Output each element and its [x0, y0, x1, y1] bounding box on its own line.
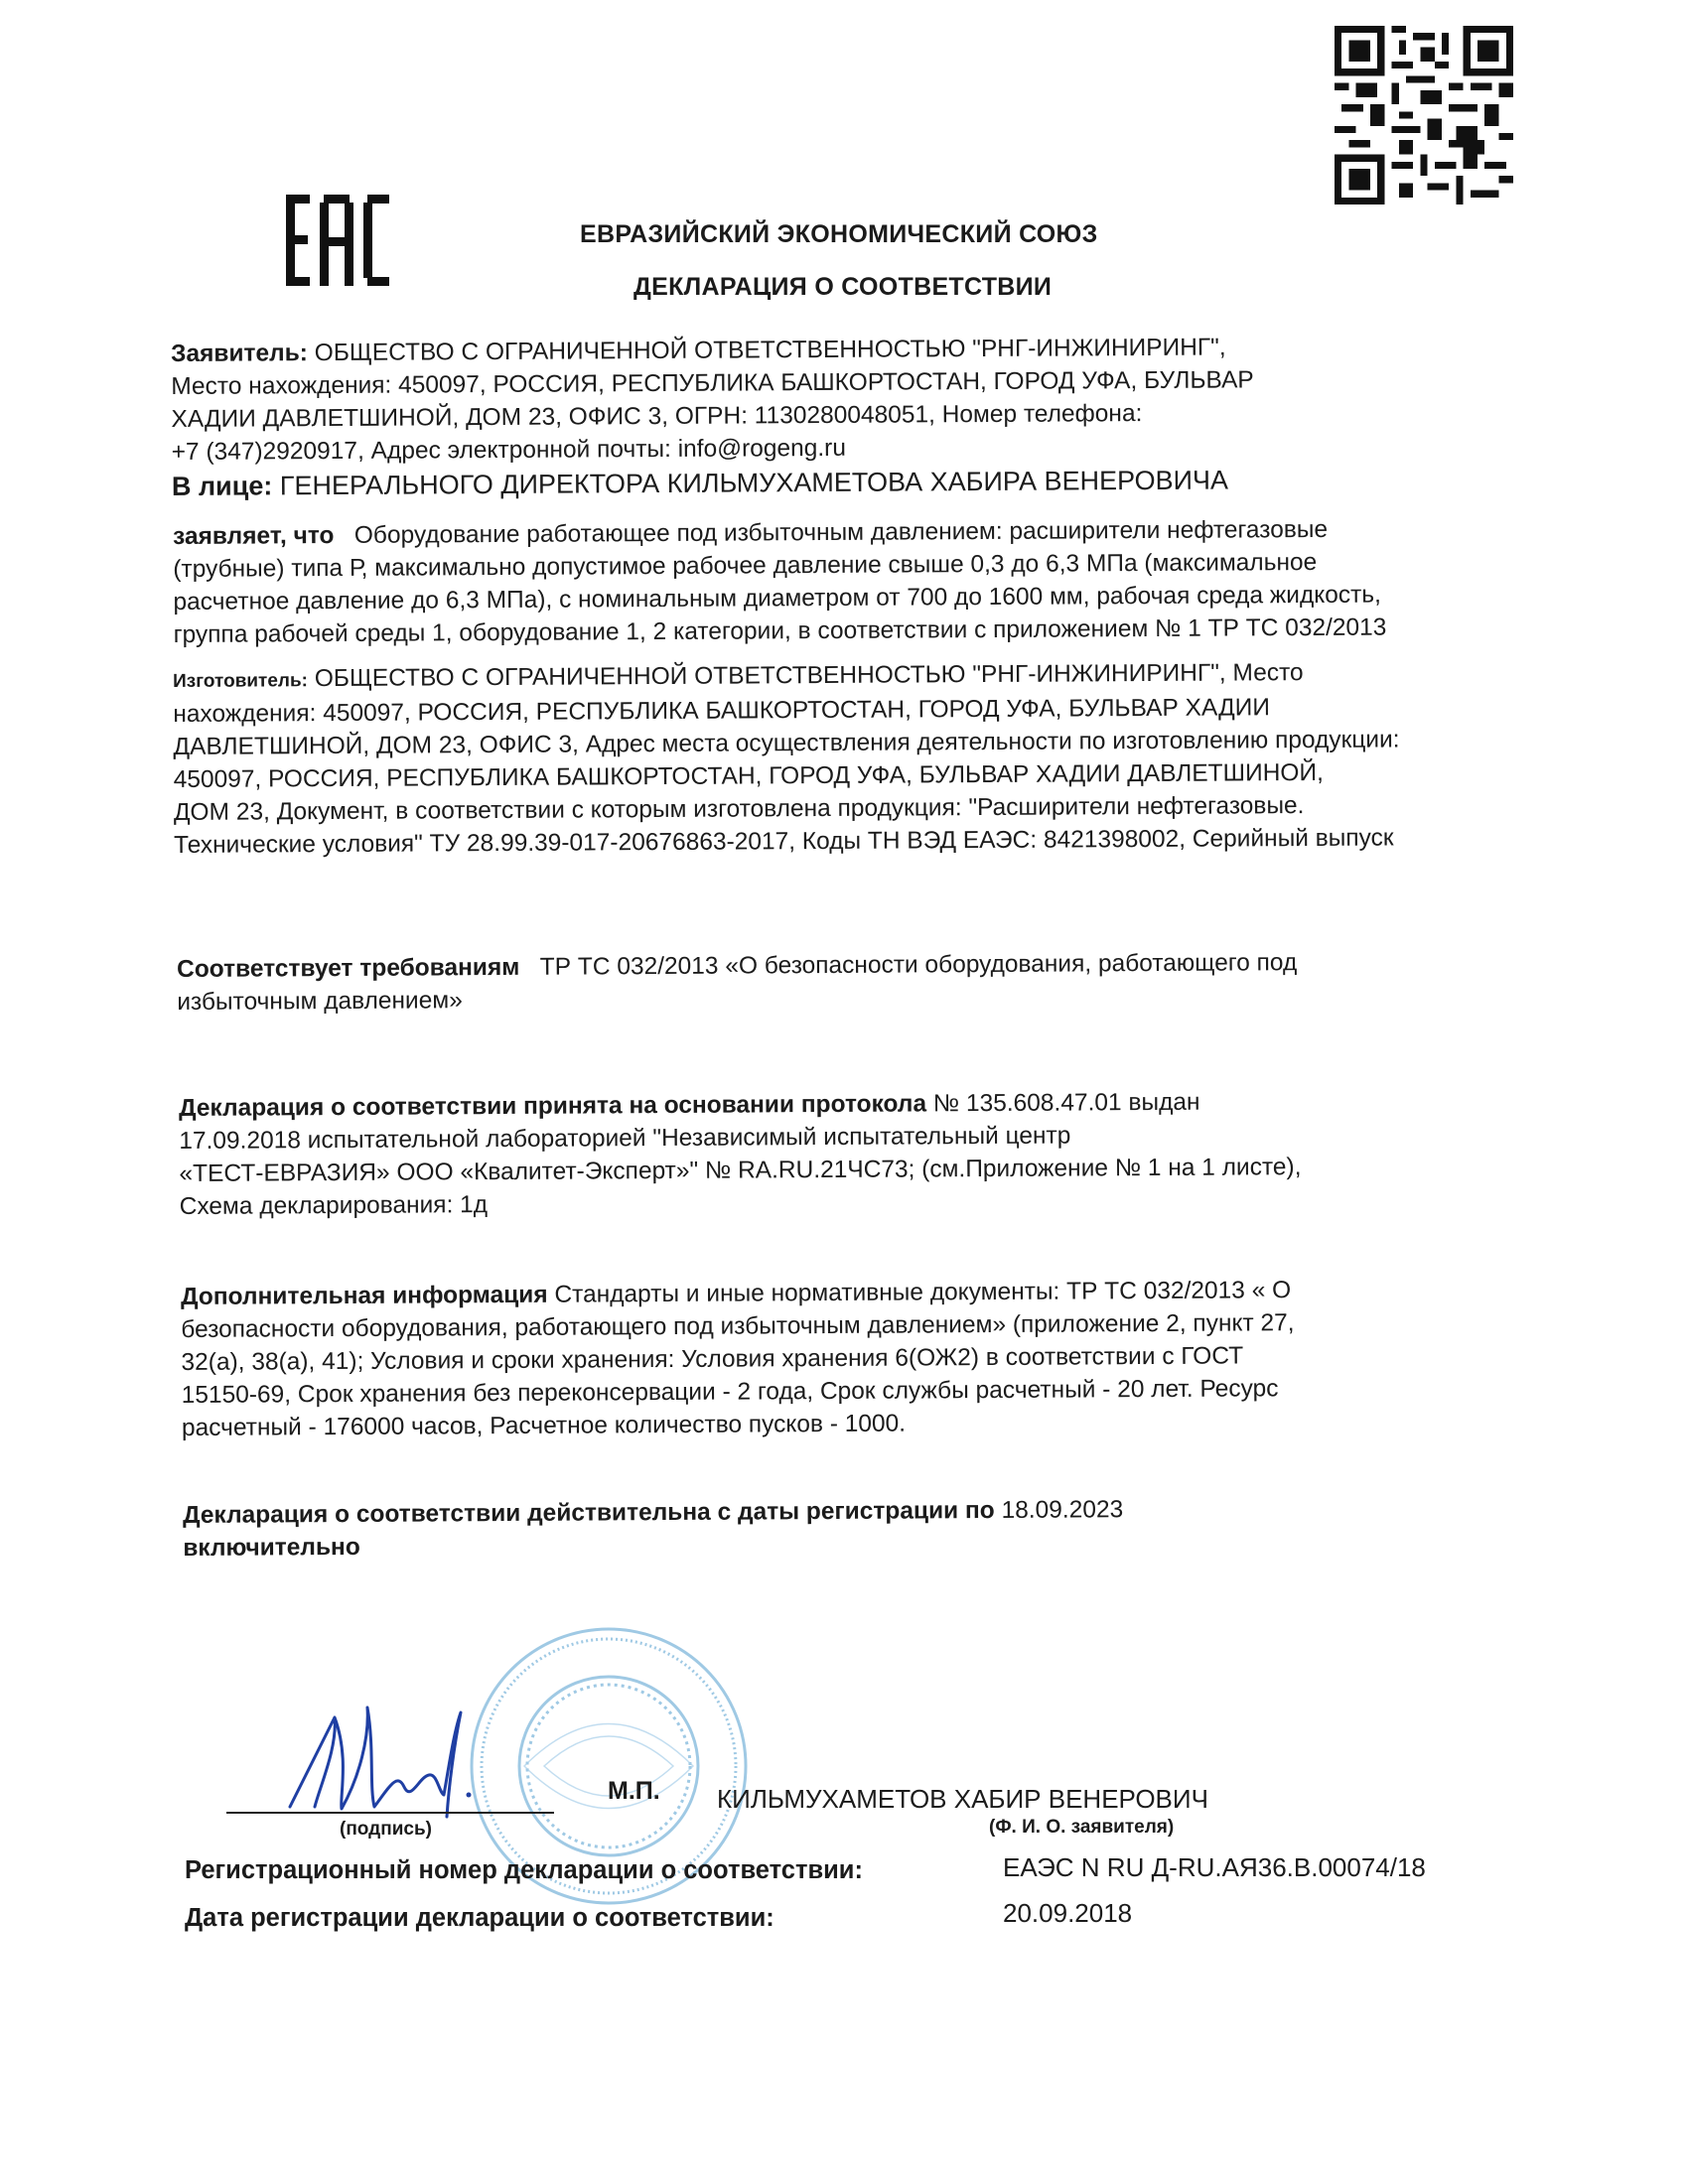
declares-line: (трубные) типа Р, максимально допустимое рабочее давление свыше 0,3 до 6,3 МПа (максимальное: [173, 548, 1318, 583]
registration-date: 20.09.2018: [1003, 1898, 1133, 1928]
additional-label: Дополнительная информация: [181, 1281, 548, 1310]
declares-line: расчетное давление до 6,3 МПа), с номинальным диаметром от 700 до 1600 мм, рабочая среда жидкость,: [173, 581, 1381, 615]
applicant-line: Место нахождения: 450097, РОССИЯ, РЕСПУБЛИКА БАШКОРТОСТАН, ГОРОД УФА, БУЛЬВАР: [171, 366, 1254, 400]
union-title: ЕВРАЗИЙСКИЙ ЭКОНОМИЧЕСКИЙ СОЮЗ: [580, 220, 1098, 248]
registration-date-label: Дата регистрации декларации о соответствии:: [185, 1904, 774, 1932]
declares-line: группа рабочей среды 1, оборудование 1, 2 категории, в соответствии с приложением № 1 ТР ТС 032/2013: [173, 614, 1387, 648]
additional-line: Стандарты и иные нормативные документы: ТР ТС 032/2013 « О: [554, 1277, 1292, 1308]
applicant-line: ХАДИИ ДАВЛЕТШИНОЙ, ДОМ 23, ОФИС 3, ОГРН: 1130280048051, Номер телефона:: [171, 400, 1143, 433]
additional-line: 15150-69, Срок хранения без переконсервации - 2 года, Срок службы расчетный - 20 лет. Ресурс: [181, 1375, 1279, 1409]
represented-label: В лице:: [171, 471, 273, 501]
compliance-block: [177, 945, 1507, 1019]
compliance-line: ТР ТС 032/2013 «О безопасности оборудования, работающего под: [539, 949, 1298, 981]
validity-block: [183, 1491, 1513, 1565]
compliance-label: Соответствует требованиям: [177, 953, 520, 983]
manufacturer-block: [173, 655, 1504, 862]
applicant-name: КИЛЬМУХАМЕТОВ ХАБИР ВЕНЕРОВИЧ: [717, 1784, 1208, 1814]
declares-line: Оборудование работающее под избыточным давлением: расширители нефтегазовые: [353, 515, 1329, 549]
additional-line: расчетный - 176000 часов, Расчетное количество пусков - 1000.: [181, 1410, 907, 1441]
signature-caption: (подпись): [340, 1819, 432, 1840]
applicant-line: +7 (347)2920917, Адрес электронной почты: info@rogeng.ru: [171, 434, 846, 466]
manufacturer-line: ОБЩЕСТВО С ОГРАНИЧЕННОЙ ОТВЕТСТВЕННОСТЬЮ "РНГ-ИНЖИНИРИНГ", Место: [314, 659, 1304, 693]
manufacturer-label: Изготовитель:: [173, 670, 309, 692]
applicant-line: ОБЩЕСТВО С ОГРАНИЧЕННОЙ ОТВЕТСТВЕННОСТЬЮ "РНГ-ИНЖИНИРИНГ",: [314, 334, 1226, 367]
manufacturer-line: Технические условия" ТУ 28.99.39-017-20676863-2017, Коды ТН ВЭД ЕАЭС: 8421398002, Серийный выпуск: [174, 824, 1394, 859]
additional-line: 32(а), 38(а), 41); Условия и сроки хранения: Условия хранения 6(ОЖ2) в соответствии с ГОСТ: [181, 1342, 1244, 1376]
applicant-label: Заявитель:: [171, 340, 308, 367]
represented-text: ГЕНЕРАЛЬНОГО ДИРЕКТОРА КИЛЬМУХАМЕТОВА ХАБИРА ВЕНЕРОВИЧА: [279, 465, 1229, 501]
validity-label: Декларация о соответствии действительна с даты регистрации по: [183, 1497, 995, 1529]
registration-number: ЕАЭС N RU Д-RU.АЯ36.В.00074/18: [1003, 1852, 1426, 1882]
declares-label: заявляет, что: [173, 522, 335, 550]
document-title: ДЕКЛАРАЦИЯ О СООТВЕТСТВИИ: [633, 273, 1053, 301]
applicant-block: [171, 330, 1502, 503]
additional-line: безопасности оборудования, работающего под избыточным давлением» (приложение 2, пункт 27,: [181, 1309, 1295, 1343]
registration-number-label: Регистрационный номер декларации о соответствии:: [185, 1856, 863, 1884]
manufacturer-line: 450097, РОССИЯ, РЕСПУБЛИКА БАШКОРТОСТАН, ГОРОД УФА, БУЛЬВАР ХАДИИ ДАВЛЕТШИНОЙ,: [173, 758, 1324, 793]
validity-tail: включительно: [183, 1533, 360, 1562]
basis-line: 17.09.2018 испытательной лабораторией "Независимый испытательный центр: [179, 1122, 1071, 1155]
qr-code-icon: [1335, 26, 1513, 205]
basis-line: «ТЕСТ-ЕВРАЗИЯ» ООО «Квалитет-Эксперт»" № RA.RU.21ЧС73; (см.Приложение № 1 на 1 листе),: [179, 1154, 1302, 1187]
basis-line: № 135.608.47.01 выдан: [932, 1088, 1200, 1118]
additional-block: [181, 1273, 1512, 1444]
basis-line: Схема декларирования: 1д: [179, 1191, 489, 1220]
basis-label: Декларация о соответствии принята на основании протокола: [179, 1090, 927, 1122]
manufacturer-line: ДОМ 23, Документ, в соответствии с которым изготовлена продукция: "Расширители нефтегазовые.: [173, 792, 1305, 826]
declares-block: [173, 512, 1504, 651]
eac-logo: [282, 191, 393, 290]
compliance-line: избыточным давлением»: [177, 987, 463, 1016]
basis-block: [179, 1084, 1510, 1223]
manufacturer-line: ДАВЛЕТШИНОЙ, ДОМ 23, ОФИС 3, Адрес места осуществления деятельности по изготовлению продукции:: [173, 726, 1400, 760]
handwritten-signature: [280, 1678, 479, 1827]
signature-line: [226, 1812, 554, 1814]
name-caption: (Ф. И. О. заявителя): [989, 1817, 1175, 1838]
validity-date: 18.09.2023: [1001, 1496, 1124, 1524]
manufacturer-line: нахождения: 450097, РОССИЯ, РЕСПУБЛИКА БАШКОРТОСТАН, ГОРОД УФА, БУЛЬВАР ХАДИИ: [173, 694, 1270, 728]
stamp-label: М.П.: [608, 1777, 660, 1805]
